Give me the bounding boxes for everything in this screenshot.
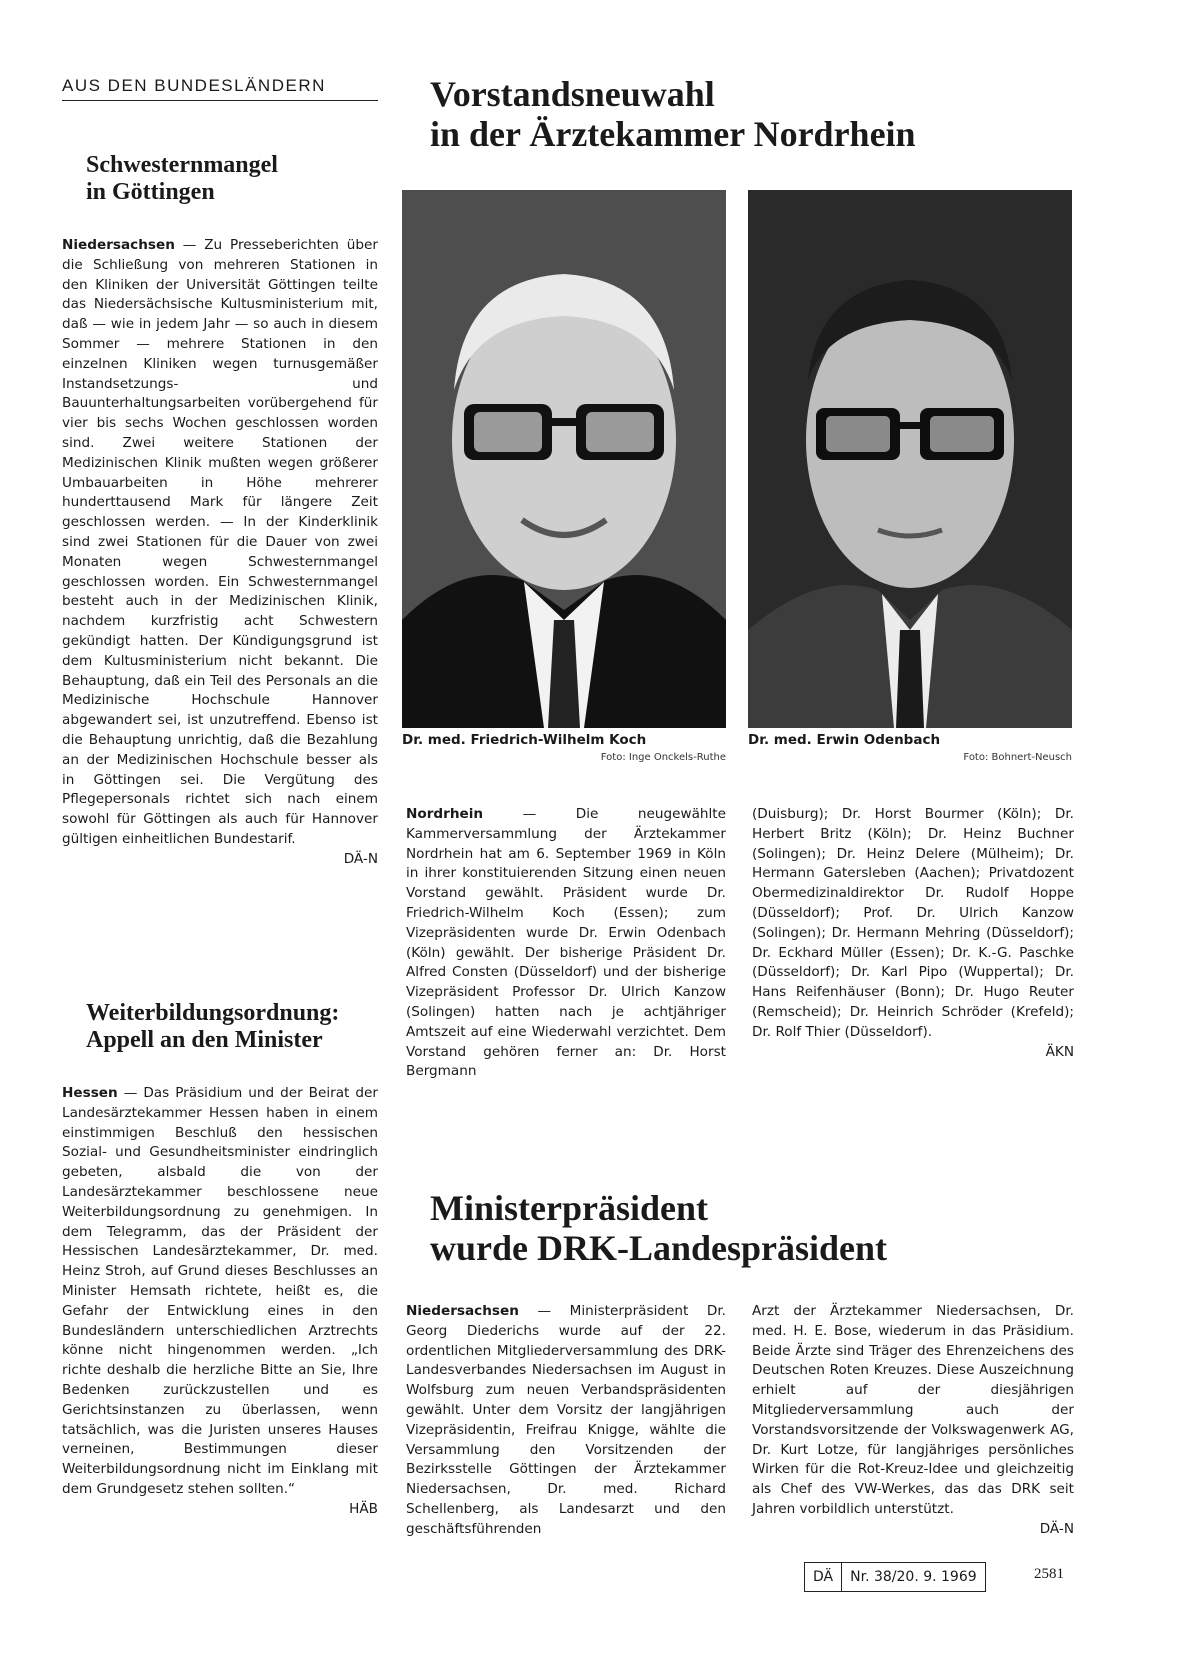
article-body-vorstand-col2 xyxy=(752,805,1074,1062)
article-text: (Duisburg); Dr. Horst Bourmer (Köln); Dr. Herbert Britz (Köln); Dr. Heinz Buchner (Solingen); Dr. Heinz Delere (Mülheim); Dr. Hermann Gatersleben (Aachen); Privatdozent Obermedizinaldirektor Dr. Rudolf Hoppe (Düsseldorf); Prof. Dr. Ulrich Kanzow (Solingen); Dr. Hermann Mehring (Düsseldorf); Dr. Eckhard Müller (Essen); Dr. K.-G. Paschke (Düsseldorf); Dr. Karl Pipo (Wuppertal); Dr. Hans Reifenhäuser (Bonn); Dr. Hugo Reuter (Remscheid); Dr. Heinrich Schröder (Krefeld); Dr. Rolf Thier (Düsseldorf). xyxy=(752,806,1074,1040)
region-label: Niedersachsen xyxy=(406,1303,519,1319)
dash: — xyxy=(174,237,205,253)
article-title-drk xyxy=(430,1188,1070,1269)
article-title-weiterbildung xyxy=(86,1000,386,1054)
photo-caption-odenbach: Dr. med. Erwin Odenbach xyxy=(748,732,941,748)
article-text: Arzt der Ärztekammer Niedersachsen, Dr. med. H. E. Bose, wiederum in das Präsidium. Beide Ärzte sind Träger des Ehrenzeichens des Deutschen Roten Kreuzes. Diese Auszeichnung erhielt auf der diesjährigen Mitgliederversammlung auch der Vorstandsvorsitzende der Volkswagenwerk AG, Dr. Kurt Lotze, für langjähriges persönliches Wirken für die Rot-Kreuz-Idee und gleichzeitig als Chef des VW-Werkes, das das DRK seit Jahren vorbildlich unterstützt. xyxy=(752,1303,1074,1517)
article-body-schwesternmangel xyxy=(62,236,378,870)
article-signature: DÄ-N xyxy=(343,850,378,867)
footer-issue-box xyxy=(804,1562,986,1592)
article-title-vorstand xyxy=(430,74,1070,155)
footer-issue: Nr. 38/20. 9. 1969 xyxy=(841,1563,985,1591)
article-body-drk-col1 xyxy=(406,1302,726,1540)
portrait-photo-odenbach xyxy=(748,190,1072,728)
title-line-2: in der Ärztekammer Nordrhein xyxy=(430,114,916,155)
section-label: AUS DEN BUNDESLÄNDERN xyxy=(62,76,378,101)
dash: — xyxy=(483,806,576,822)
article-text: Zu Presseberichten über die Schließung von mehreren Stationen in den Kliniken der Universität Göttingen teilte das Niedersächsische Kultusministerium mit, daß — wie in jedem Jahr — so auch in diesem Sommer — mehrere Stationen in den einzelnen Kliniken wegen turnusgemäßer Instandsetzungs- und Bauunterhaltungsarbeiten vorübergehend für vier bis sechs Wochen geschlossen worden sind. Zwei weitere Stationen der Medizinischen Klinik mußten wegen größerer Umbauarbeiten in Höhe mehrerer hunderttausend Mark für längere Zeit geschlossen werden. — In der Kinderklinik sind zwei Stationen für die Dauer von zwei Monaten wegen Schwesternmangel geschlossen worden. Ein Schwesternmangel besteht auch in der Medizinischen Klinik, nachdem kurzfristig acht Schwestern gekündigt hatten. Der Kündigungsgrund ist dem Kultusministerium nicht bekannt. Die Behauptung, daß ein Teil des Personals an die Medizinische Hochschule Hannover abgewandert sei, ist unzutreffend. Ebenso ist die Behauptung unrichtig, daß die Bezahlung an der Medizinischen Hochschule besser als in Göttingen sei. Die Vergütung des Pflegepersonals richtet sich nach einem sowohl für Göttingen als auch für Hannover gültigen einheitlichen Bundestarif. xyxy=(62,237,378,847)
title-line-1: Weiterbildungsordnung: xyxy=(86,1000,340,1026)
article-body-vorstand-col1 xyxy=(406,805,726,1082)
article-body-weiterbildung xyxy=(62,1084,378,1520)
region-label: Nordrhein xyxy=(406,806,484,822)
dash: — xyxy=(518,1303,570,1319)
title-line-2: in Göttingen xyxy=(86,178,215,205)
portrait-odenbach-illustration xyxy=(748,190,1072,728)
article-signature: DÄ-N xyxy=(1039,1520,1074,1537)
page-number: 2581 xyxy=(1034,1566,1064,1582)
article-title-schwesternmangel xyxy=(86,152,376,206)
title-line-2: Appell an den Minister xyxy=(86,1026,323,1053)
title-line-1: Ministerpräsident xyxy=(430,1188,708,1228)
photo-caption-koch: Dr. med. Friedrich-Wilhelm Koch xyxy=(402,732,647,748)
title-line-1: Schwesternmangel xyxy=(86,152,278,178)
title-line-1: Vorstandsneuwahl xyxy=(430,74,715,114)
title-line-2: wurde DRK-Landespräsident xyxy=(430,1228,888,1269)
photo-credit-koch: Foto: Inge Onckels-Ruthe xyxy=(600,752,726,763)
footer-journal: DÄ xyxy=(813,1569,834,1585)
article-text: Die neugewählte Kammerversammlung der Ärztekammer Nordrhein hat am 6. September 1969 in Köln in ihrer konstituierenden Sitzung einen neuen Vorstand gewählt. Präsident wurde Dr. Friedrich-Wilhelm Koch (Essen); zum Vizepräsidenten wurde Dr. Erwin Odenbach (Köln) gewählt. Der bisherige Präsident Dr. Alfred Consten (Düsseldorf) und der bisherige Vizepräsident Professor Dr. Ulrich Kanzow (Solingen) hatten nach je achtjähriger Amtszeit auf eine Wiederwahl verzichtet. Dem Vorstand gehören ferner an: Dr. Horst Bergmann xyxy=(406,806,726,1080)
article-body-drk-col2 xyxy=(752,1302,1074,1540)
article-signature: ÄKN xyxy=(1045,1043,1074,1060)
region-label: Hessen xyxy=(62,1085,118,1101)
dash: — xyxy=(117,1085,144,1101)
article-text: Das Präsidium und der Beirat der Landesärztekammer Hessen haben in einem einstimmigen Beschluß den hessischen Sozial- und Gesundheitsminister eindringlich gebeten, alsbald die von der Landesärztekammer beschlossene neue Weiterbildungsordnung zu genehmigen. In dem Telegramm, das der Präsident der Hessischen Landesärztekammer, Dr. med. Heinz Stroh, auf Grund dieses Beschlusses an Minister Hemsath richtete, heißt es, die Gefahr der Entwicklung eines in den Bundesländern unterschiedlichen Arztrechts könne nicht hingenommen werden. „Ich richte deshalb die herzliche Bitte an Sie, Ihre Bedenken zurückzustellen und es Gerichtsinstanzen zu überlassen, wenn tatsächlich, was die Juristen unseres Hauses verneinen, Bestimmungen dieser Weiterbildungsordnung nicht im Einklang mit dem Grundgesetz stehen sollten.“ xyxy=(62,1085,378,1497)
article-signature: HÄB xyxy=(349,1500,378,1517)
portrait-photo-koch xyxy=(402,190,726,728)
region-label: Niedersachsen xyxy=(62,237,175,253)
portrait-koch-illustration xyxy=(402,190,726,728)
article-text: Ministerpräsident Dr. Georg Diederichs wurde auf der 22. ordentlichen Mitgliederversammlung des DRK-Landesverbandes Niedersachsen im August in Wolfsburg zum neuen Verbandspräsidenten gewählt. Unter dem Vorsitz der langjährigen Vizepräsidentin, Freifrau Knigge, wählte die Versammlung den Vorsitzenden der Bezirksstelle Göttingen der Ärztekammer Niedersachsen, Dr. med. Richard Schellenberg, als Landesarzt und den geschäftsführenden xyxy=(406,1303,726,1537)
photo-credit-odenbach: Foto: Bohnert-Neusch xyxy=(963,752,1072,763)
